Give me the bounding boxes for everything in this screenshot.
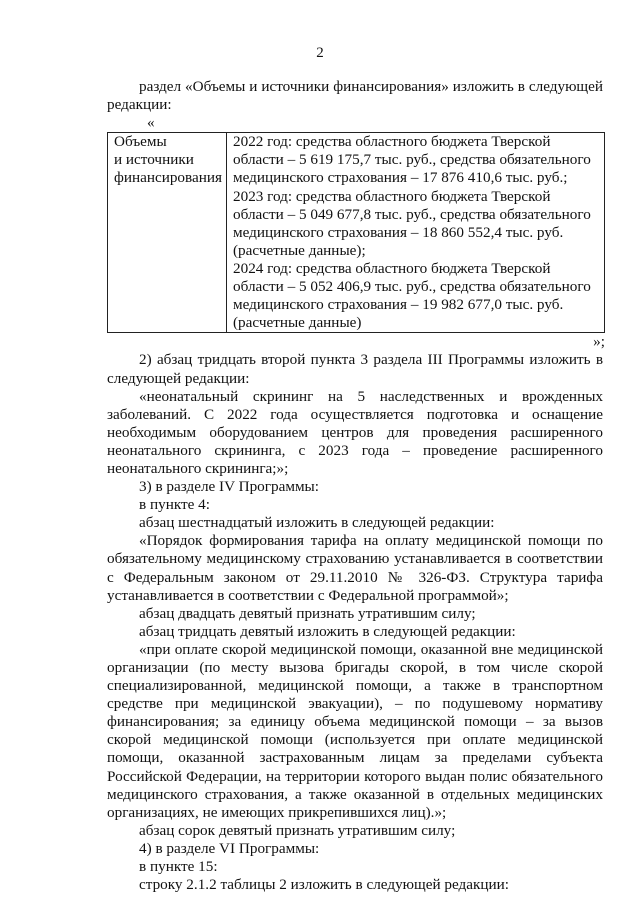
financing-label-line: финансирования xyxy=(114,169,222,187)
financing-value-line: медицинского страхования – 19 982 677,0 тыс. руб. xyxy=(233,296,564,314)
financing-value-cell xyxy=(227,133,605,333)
intro-paragraph: раздел «Объемы и источники финансирования» изложить в следующей редакции: xyxy=(107,78,603,114)
financing-value-line: области – 5 049 677,8 тыс. руб., средства обязательного xyxy=(233,205,591,223)
financing-label-line: Объемы xyxy=(114,133,167,151)
financing-value-line: (расчетные данные) xyxy=(233,314,362,332)
financing-value-line: области – 5 619 175,7 тыс. руб., средства обязательного xyxy=(233,151,591,169)
amendment-paragraph: 4) в разделе VI Программы: xyxy=(139,839,320,857)
amendment-paragraph: абзац двадцать девятый признать утратившим силу; xyxy=(139,604,476,622)
amendment-paragraph: абзац тридцать девятый изложить в следующей редакции: xyxy=(139,622,516,640)
financing-value-line: 2023 год: средства областного бюджета Тверской xyxy=(233,187,551,205)
amendment-paragraph: «неонатальный скрининг на 5 наследственных и врожденных заболеваний. С 2022 года осуществляется подготовка и оснащение необходимым оборудованием центров для проведения расширенного неонатального скрининга, с 2023 года – проведение расширенного неонатального скрининга;»; xyxy=(107,387,603,477)
financing-table xyxy=(107,132,605,333)
amendment-paragraph: в пункте 15: xyxy=(139,858,218,876)
close-quote: »; xyxy=(593,333,605,351)
amendment-paragraph: абзац шестнадцатый изложить в следующей редакции: xyxy=(139,514,495,532)
financing-value-line: медицинского страхования – 18 860 552,4 тыс. руб. xyxy=(233,223,564,241)
financing-value-line: области – 5 052 406,9 тыс. руб., средства обязательного xyxy=(233,278,591,296)
amendment-paragraph: абзац сорок девятый признать утратившим силу; xyxy=(139,821,456,839)
financing-value-line: медицинского страхования – 17 876 410,6 тыс. руб.; xyxy=(233,169,568,187)
amendment-paragraph: «при оплате скорой медицинской помощи, оказанной вне медицинской организации (по месту вызова бригады скорой, в том числе скорой специализированной, медицинской помощи, а также в транспортном средстве при медицинской эвакуации), – по подушевому нормативу финансирования; за единицу объема медицинской помощи – за вызов скорой медицинской помощи (используется при оплате медицинской помощи, оказанной застрахованным лицам за пределами субъекта Российской Федерации, на территории которого выдан полис обязательного медицинского страхования, а также оказанной в отдельных медицинских организациях, не имеющих прикрепившихся лиц).»; xyxy=(107,640,603,821)
amendment-paragraph: «Порядок формирования тарифа на оплату медицинской помощи по обязательному медицинскому страхованию устанавливается в соответствии с Федеральным законом от 29.11.2010 № 326-ФЗ. Структура тарифа устанавливается в соответствии с Федеральной программой»; xyxy=(107,532,603,604)
financing-table-row xyxy=(108,133,605,333)
financing-value-line: 2022 год: средства областного бюджета Тверской xyxy=(233,133,551,151)
financing-label-line: и источники xyxy=(114,151,194,169)
financing-value-line: 2024 год: средства областного бюджета Тверской xyxy=(233,259,551,277)
amendment-paragraph: 3) в разделе IV Программы: xyxy=(139,478,319,496)
page-number: 2 xyxy=(316,45,324,61)
financing-label-cell xyxy=(108,133,227,333)
open-quote: « xyxy=(147,114,155,132)
document-body xyxy=(107,78,603,894)
amendment-paragraph: в пункте 4: xyxy=(139,496,210,514)
amendment-paragraph: 2) абзац тридцать второй пункта 3 раздела III Программы изложить в следующей редакции: xyxy=(107,351,603,387)
amendment-paragraph: строку 2.1.2 таблицы 2 изложить в следующей редакции: xyxy=(139,876,509,894)
financing-value-line: (расчетные данные); xyxy=(233,241,366,259)
